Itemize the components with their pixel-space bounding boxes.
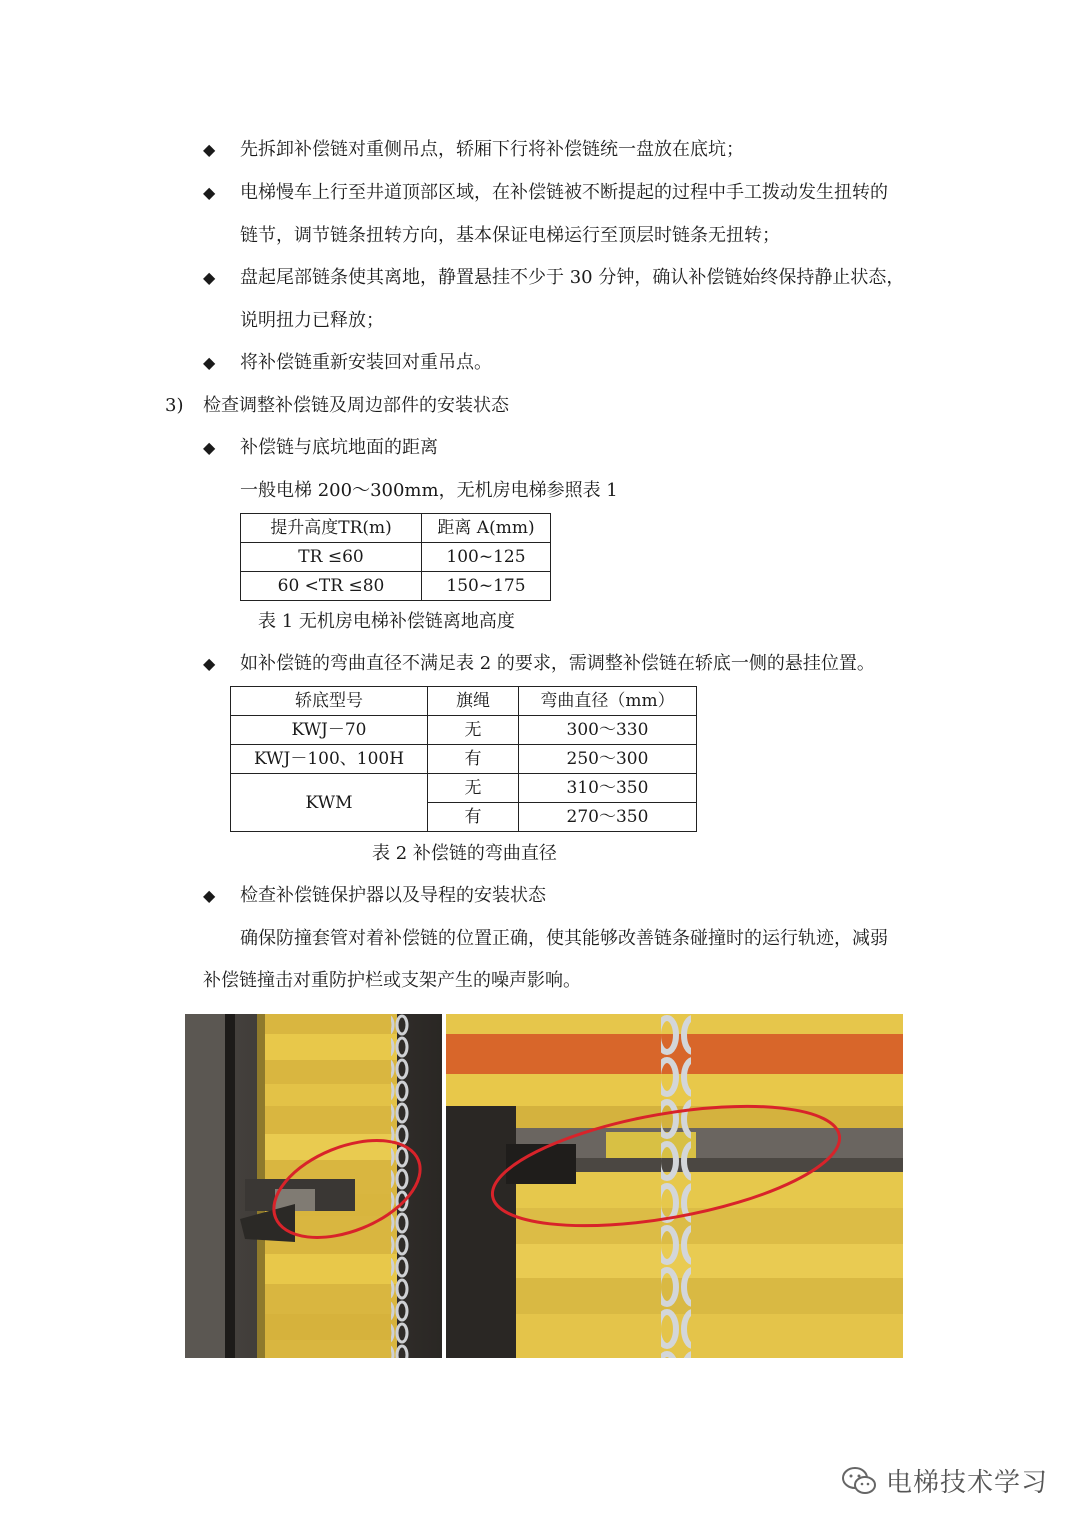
table-cell: 100~125	[422, 543, 551, 572]
bullet-text: 盘起尾部链条使其离地，静置悬挂不少于 30 分钟，确认补偿链始终保持静止状态，	[240, 267, 905, 288]
wechat-icon	[842, 1466, 876, 1496]
photo-left	[185, 1014, 442, 1358]
table-cell: 有	[428, 745, 519, 774]
table-2	[230, 686, 697, 832]
section-number: 3)	[165, 395, 184, 416]
diamond-icon: ◆	[203, 438, 216, 457]
table-cell: 250～300	[519, 745, 697, 774]
bullet-text: 将补偿链重新安装回对重吊点。	[240, 352, 492, 373]
bullet-bend: 如补偿链的弯曲直径不满足表 2 的要求，需调整补偿链在轿底一侧的悬挂位置。	[240, 653, 875, 674]
table-1-caption: 表 1 无机房电梯补偿链离地高度	[258, 611, 515, 632]
table-header	[241, 514, 551, 543]
table-row	[241, 543, 551, 572]
bullet-text: 电梯慢车上行至井道顶部区域，在补偿链被不断提起的过程中手工拨动发生扭转的	[240, 182, 888, 203]
table-row	[231, 716, 697, 745]
table-cell: KWJ－100、100H	[231, 745, 428, 774]
table-cell: 有	[428, 803, 519, 832]
table-row	[241, 572, 551, 601]
diamond-icon: ◆	[203, 353, 216, 372]
table-cell: 310～350	[519, 774, 697, 803]
bullet-text: 先拆卸补偿链对重侧吊点，轿厢下行将补偿链统一盘放在底坑；	[240, 139, 744, 160]
diamond-icon: ◆	[203, 140, 216, 159]
bullet-protector: 检查补偿链保护器以及导程的安装状态	[240, 885, 546, 906]
table-cell: TR ≤60	[241, 543, 422, 572]
general-note: 一般电梯 200～300mm，无机房电梯参照表 1	[240, 480, 618, 501]
diamond-icon: ◆	[203, 886, 216, 905]
table-cell: 无	[428, 716, 519, 745]
table-header-cell: 提升高度TR(m)	[241, 514, 422, 543]
table-header-cell: 旗绳	[428, 687, 519, 716]
protector-para-cont: 补偿链撞击对重防护栏或支架产生的噪声影响。	[203, 970, 581, 991]
table-header-cell: 距离 A(mm)	[422, 514, 551, 543]
diamond-icon: ◆	[203, 268, 216, 287]
table-1	[240, 513, 551, 601]
table-row	[231, 774, 697, 803]
table-cell: 300～330	[519, 716, 697, 745]
watermark-text: 电梯技术学习	[886, 1468, 1049, 1498]
bullet-text-cont: 链节，调节链条扭转方向，基本保证电梯运行至顶层时链条无扭转；	[240, 225, 780, 246]
table-header-cell: 轿底型号	[231, 687, 428, 716]
diamond-icon: ◆	[203, 654, 216, 673]
table-cell: KWJ－70	[231, 716, 428, 745]
table-header-cell: 弯曲直径（mm）	[519, 687, 697, 716]
table-cell: KWM	[231, 774, 428, 832]
section-title: 检查调整补偿链及周边部件的安装状态	[203, 395, 509, 416]
table-2-caption: 表 2 补偿链的弯曲直径	[372, 843, 557, 864]
table-cell: 270～350	[519, 803, 697, 832]
protector-para: 确保防撞套管对着补偿链的位置正确，使其能够改善链条碰撞时的运行轨迹，减弱	[240, 928, 888, 949]
table-row	[231, 745, 697, 774]
photo-right	[446, 1014, 903, 1358]
watermark	[842, 1462, 1048, 1499]
diamond-icon: ◆	[203, 183, 216, 202]
bullet-distance: 补偿链与底坑地面的距离	[240, 437, 438, 458]
bullet-text-cont: 说明扭力已释放；	[240, 310, 384, 331]
table-cell: 无	[428, 774, 519, 803]
table-cell: 150~175	[422, 572, 551, 601]
table-cell: 60 <TR ≤80	[241, 572, 422, 601]
table-header	[231, 687, 697, 716]
